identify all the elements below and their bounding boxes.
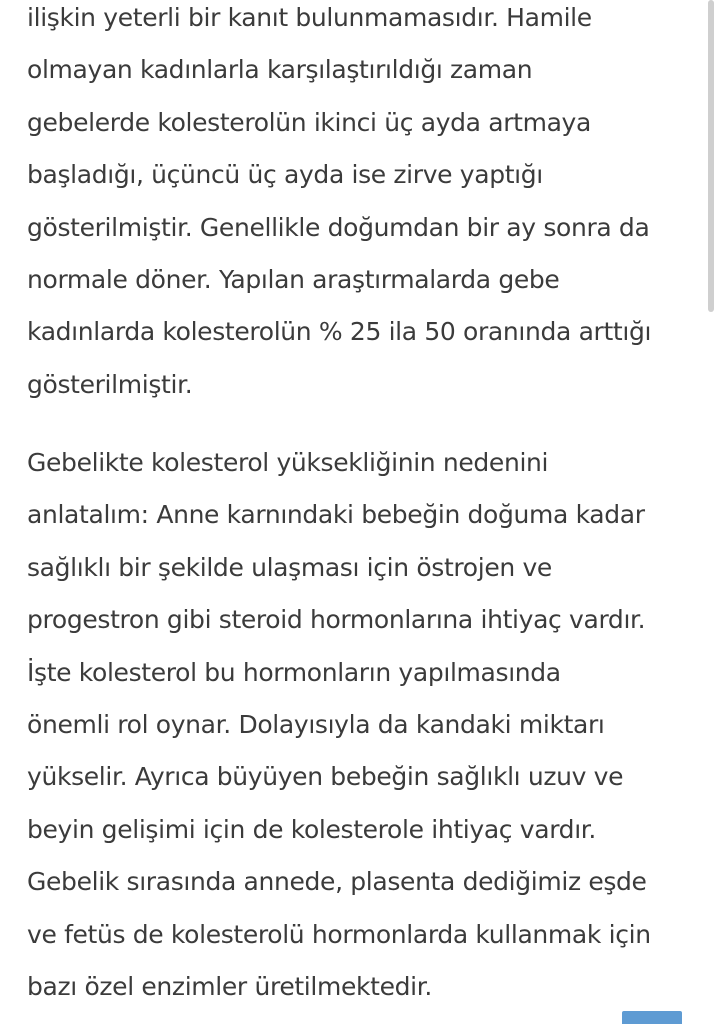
paragraph-line: Gebelik sırasında annede, plasenta dediğimiz eşde [27, 867, 647, 897]
paragraph-line: bazı özel enzimler üretilmektedir. [27, 971, 432, 1001]
paragraph-line: yükselir. Ayrıca büyüyen bebeğin sağlıklı uzuv ve [27, 762, 624, 792]
paragraph-line: olmayan kadınlarla karşılaştırıldığı zaman [27, 55, 533, 85]
paragraph-line: İşte kolesterol bu hormonların yapılmasında [27, 657, 561, 687]
floating-action-button[interactable] [622, 1011, 682, 1024]
paragraph-line: başladığı, üçüncü üç ayda ise zirve yaptığı [27, 160, 543, 190]
paragraph-line: ve fetüs de kolesterolü hormonlarda kullanmak için [27, 919, 651, 949]
article-paragraph-2 [27, 437, 651, 1013]
paragraph-line: sağlıklı bir şekilde ulaşması için östrojen ve [27, 552, 552, 582]
paragraph-line: kadınlarda kolesterolün % 25 ila 50 oranında arttığı [27, 317, 652, 347]
paragraph-line: gösterilmiştir. Genellikle doğumdan bir ay sonra da [27, 212, 650, 242]
paragraph-line: gebelerde kolesterolün ikinci üç ayda artmaya [27, 107, 591, 137]
paragraph-line: progestron gibi steroid hormonlarına ihtiyaç vardır. [27, 605, 646, 635]
paragraph-line: beyin gelişimi için de kolesterole ihtiyaç vardır. [27, 814, 597, 844]
paragraph-line: Gebelikte kolesterol yüksekliğinin nedenini [27, 448, 549, 477]
paragraph-line: anlatalım: Anne karnındaki bebeğin doğuma kadar [27, 500, 645, 530]
paragraph-line: önemli rol oynar. Dolayısıyla da kandaki miktarı [27, 709, 605, 739]
paragraph-line: ilişkin yeterli bir kanıt bulunmamasıdır. Hamile [27, 3, 592, 32]
paragraph-line: gösterilmiştir. [27, 369, 193, 399]
scrollbar-thumb[interactable] [708, 0, 714, 312]
paragraph-line: normale döner. Yapılan araştırmalarda gebe [27, 264, 560, 294]
article-paragraph-1 [27, 0, 651, 411]
